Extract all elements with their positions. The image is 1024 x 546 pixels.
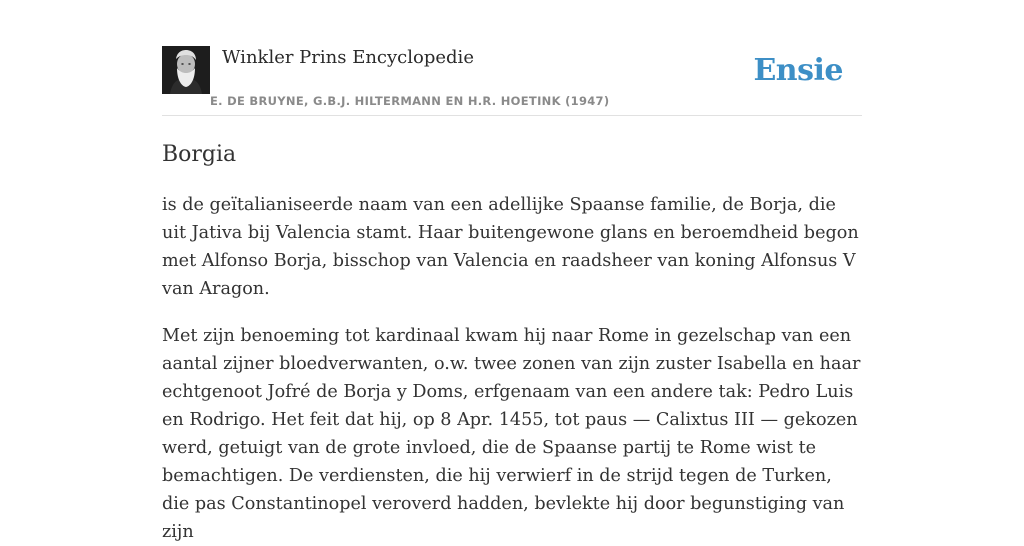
authors-line: E. DE BRUYNE, G.B.J. HILTERMANN EN H.R. HOETINK (1947) [210, 94, 610, 108]
article-paragraph: Met zijn benoeming tot kardinaal kwam hij naar Rome in gezelschap van een aantal zijner bloedverwanten, o.w. twee zonen van zijn zuster Isabella en haar echtgenoot Jofré de Borja y Doms, erfgenaam van een andere tak: Pedro Luis en Rodrigo. Het feit dat hij, op 8 Apr. 1455, tot paus — Calixtus III — gekozen werd, getuigt van de grote invloed, die de Spaanse partij te Rome wist te bemachtigen. De verdiensten, die hij verwierf in de strijd tegen de Turken, die pas Constantinopel veroverd hadden, bevlekte hij door begunstiging van zijn [162, 326, 861, 542]
author-avatar-icon[interactable] [162, 46, 210, 94]
bearded-man-portrait-icon [162, 46, 210, 94]
article-paragraph: is de geïtalianiseerde naam van een adellijke Spaanse familie, de Borja, die uit Jativa bij Valencia stamt. Haar buitengewone glans en beroemdheid begon met Alfonso Borja, bisschop van Valencia en raadsheer van koning Alfonsus V van Aragon. [162, 195, 859, 299]
ensie-logo[interactable]: Ensie [753, 53, 843, 88]
site-title[interactable]: Winkler Prins Encyclopedie [222, 47, 474, 68]
site-header [162, 46, 862, 116]
article-title: Borgia [162, 142, 237, 167]
page [162, 0, 862, 546]
